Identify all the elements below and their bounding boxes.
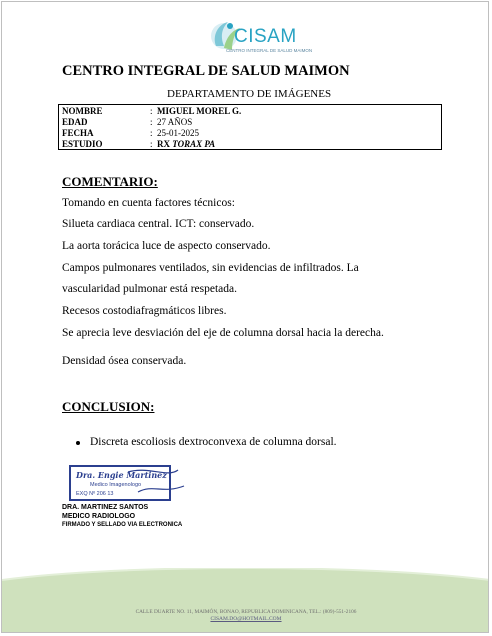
- footer-address: CALLE DUARTE NO. 11, MAIMÓN, BONAO, REPUBLICA DOMINICANA, TEL.: (809)-551-2106: [135, 609, 357, 615]
- comentario-line: Recesos costodiafragmáticos libres.: [62, 305, 227, 317]
- footer-wave-decoration: [2, 568, 489, 633]
- comentario-line: Se aprecia leve desviación del eje de columna dorsal hacia la derecha.: [62, 327, 384, 339]
- conclusion-heading: CONCLUSION:: [62, 399, 155, 414]
- patient-name: MIGUEL MOREL G.: [157, 106, 242, 116]
- comentario-line: La aorta torácica luce de aspecto conservado.: [62, 240, 271, 252]
- comentario-line: Tomando en cuenta factores técnicos:: [62, 197, 235, 209]
- svg-text:Medico Imagenologo: Medico Imagenologo: [90, 482, 142, 488]
- document-title: CENTRO INTEGRAL DE SALUD MAIMON: [62, 63, 350, 79]
- doctor-name: DRA. MARTINEZ SANTOS: [62, 504, 149, 511]
- document-page: [1, 1, 489, 633]
- doctor-title: MEDICO RADIOLOGO: [62, 513, 136, 520]
- department-label: DEPARTAMENTO DE IMÁGENES: [167, 88, 332, 100]
- study-date: 25-01-2025: [157, 128, 199, 138]
- comentario-line: Silueta cardiaca central. ICT: conservado.: [62, 218, 255, 230]
- footer-email-link[interactable]: CISAM.DO@HOTMAIL.COM: [210, 616, 282, 622]
- study-type: RX TORAX PA: [157, 139, 216, 149]
- comentario-line: vascularidad pulmonar está respetada.: [62, 283, 237, 295]
- doctor-stamp-icon: [68, 464, 188, 502]
- signature-block: [62, 503, 148, 521]
- svg-text:EXQ Nº 206 13: EXQ Nº 206 13: [76, 491, 114, 497]
- comentario-line: Campos pulmonares ventilados, sin evidencias de infiltrados. La: [62, 262, 359, 274]
- signature-note: FIRMADO Y SELLADO VIA ELECTRONICA: [62, 522, 183, 528]
- bullet-icon: [76, 441, 80, 445]
- patient-age: 27 AÑOS: [157, 117, 193, 127]
- conclusion-item: Discreta escoliosis dextroconvexa de columna dorsal.: [90, 436, 337, 448]
- svg-text:Dra. Engie Martinez: Dra. Engie Martinez: [76, 470, 167, 480]
- logo-wordmark: CISAM: [234, 26, 297, 47]
- patient-info-box: NOMBRE : MIGUEL MOREL G. EDAD : 27 AÑOS FECHA : 25-01-2025 ESTUDIO : RX TORAX PA: [58, 104, 442, 150]
- comentario-heading: COMENTARIO:: [62, 174, 158, 189]
- logo-subtitle: CENTRO INTEGRAL DE SALUD MAIMON: [226, 48, 313, 53]
- comentario-line: Densidad ósea conservada.: [62, 355, 187, 367]
